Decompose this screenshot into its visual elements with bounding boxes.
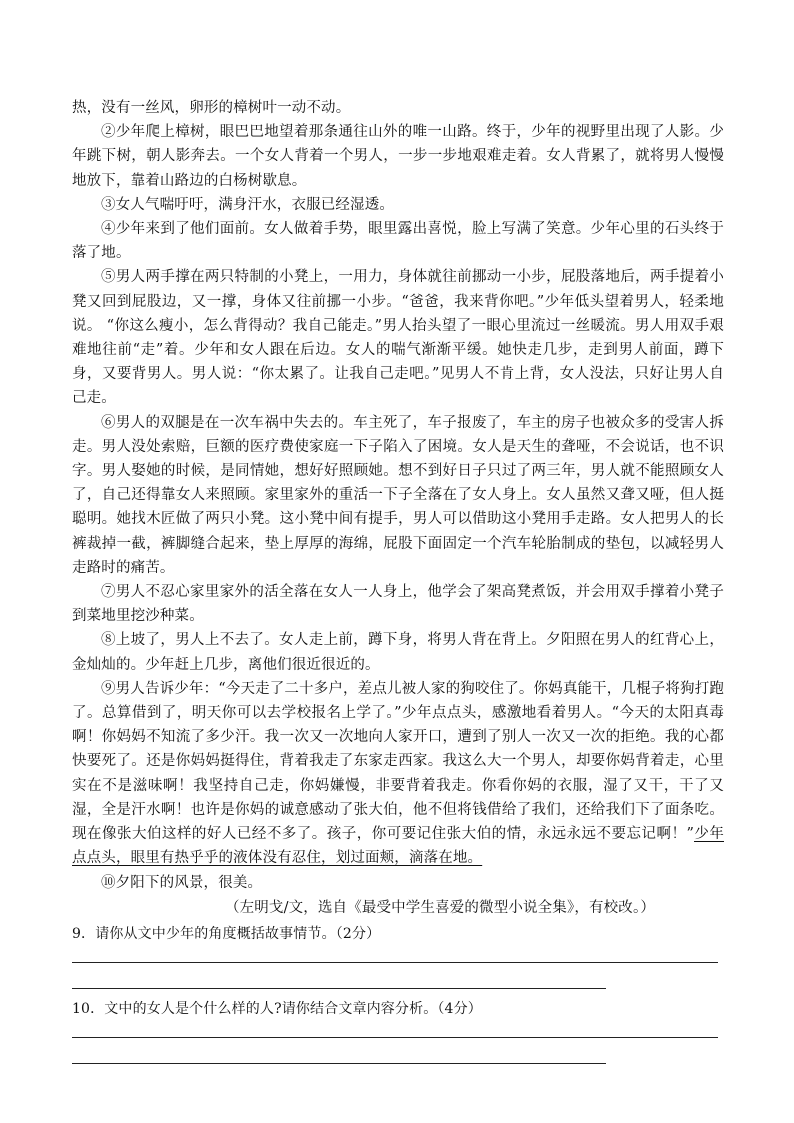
source-citation: （左明戈/文，选自《最受中学生喜爱的微型小说全集》，有校改。） xyxy=(224,899,656,916)
answer-line-10a[interactable] xyxy=(72,1037,718,1038)
passage-paragraph-5: ⑤男人两手撑在两只特制的小凳上，一用力，身体就往前挪动一小步，屁股落地后，两手提着小凳又回到屁股边，又一撑，身体又往前挪一小步。“爸爸，我来背你吧。”少年低头望着男人，轻柔地说。 “你这么瘦小，怎么背得动？我自己能走。”男人抬头望了一眼心里流过一丝暖流。男人用双手艰难地往前“走”着。少年和女人跟在后边。女人的喘气渐渐平缓。她快走几步，走到男人前面，蹲下身，又要背男人。男人说：“你太累了。让我自己走吧。”见男人不肯上背，女人没法，只好让男人自己走。 xyxy=(72,269,724,407)
passage-paragraph-9 xyxy=(72,677,724,871)
question-9: 9．请你从文中少年的角度概括故事情节。（2分） xyxy=(72,925,381,942)
underlined-sentence: 少年点点头，眼里有热乎乎的液体没有忍住，划过面颊，滴落在地。 xyxy=(72,826,724,867)
passage-paragraph-8: ⑧上坡了，男人上不去了。女人走上前，蹲下身，将男人背在背上。夕阳照在男人的红背心上，金灿灿的。少年赶上几步，离他们很近很近的。 xyxy=(72,632,724,673)
passage-paragraph-6: ⑥男人的双腿是在一次车祸中失去的。车主死了，车子报废了，车主的房子也被众多的受害人拆走。男人没处索赔，巨额的医疗费使家庭一下子陷入了困境。女人是天生的聋哑，不会说话，也不识字。男人娶她的时候，是同情她，想好好照顾她。想不到好日子只过了两三年，男人就不能照顾女人了，自己还得靠女人来照顾。家里家外的重活一下子全落在了女人身上。女人虽然又聋又哑，但人挺聪明。她找木匠做了两只小凳。这小凳中间有提手，男人可以借助这小凳用手走路。女人把男人的长裤裁掉一截，裤脚缝合起来，垫上厚厚的海绵，屁股下面固定一个汽车轮胎制成的垫包，以减轻男人走路时的痛苦。 xyxy=(72,414,724,576)
answer-line-9b[interactable] xyxy=(72,988,606,989)
passage-paragraph-10: ⑩夕阳下的风景，很美。 xyxy=(101,874,263,891)
paragraph-9-text: ⑨男人告诉少年：“今天走了二十多户，差点儿被人家的狗咬住了。你妈真能干，几棍子将狗打跑了。总算借到了，明天你可以去学校报名上学了。”少年点点头，感激地看着男人。“今天的太阳真毒啊！你妈妈不知流了多少汗。我一次又一次地向人家开口，遭到了别人一次又一次的拒绝。我的心都快要死了。还是你妈妈挺得住，背着我走了东家走西家。我这么大一个男人，却要你妈背着走，心里实在不是滋味啊！我坚持自己走，你妈嫌慢，非要背着我走。你看你妈的衣服，湿了又干，干了又湿，全是汗水啊！也许是你妈的诚意感动了张大伯，他不但将钱借给了我们，还给我们下了面条吃。现在像张大伯这样的好人已经不多了。孩子，你可要记住张大伯的情，永远永远不要忘记啊！” xyxy=(72,680,724,843)
passage-paragraph-3: ③女人气喘吁吁，满身汗水，衣服已经湿透。 xyxy=(101,196,394,213)
answer-line-9a[interactable] xyxy=(72,962,718,963)
question-10: 10．文中的女人是个什么样的人?请你结合文章内容分析。（4分） xyxy=(72,1001,482,1018)
exam-page xyxy=(72,96,724,1064)
passage-paragraph-2: ②少年爬上樟树，眼巴巴地望着那条通往山外的唯一山路。终于，少年的视野里出现了人影。少年跳下树，朝人影奔去。一个女人背着一个男人，一步一步地艰难走着。女人背累了，就将男人慢慢地放下，靠着山路边的白杨树歇息。 xyxy=(72,124,724,189)
answer-line-10b[interactable] xyxy=(72,1063,606,1064)
passage-paragraph-7: ⑦男人不忍心家里家外的活全落在女人一人身上，他学会了架高凳煮饭，并会用双手撑着小凳子到菜地里挖沙种菜。 xyxy=(72,584,724,625)
passage-paragraph-4: ④少年来到了他们面前。女人做着手势，眼里露出喜悦，脸上写满了笑意。少年心里的石头终于落了地。 xyxy=(72,221,724,262)
passage-paragraph-1-end: 热，没有一丝风，卵形的樟树叶一动不动。 xyxy=(72,100,351,116)
